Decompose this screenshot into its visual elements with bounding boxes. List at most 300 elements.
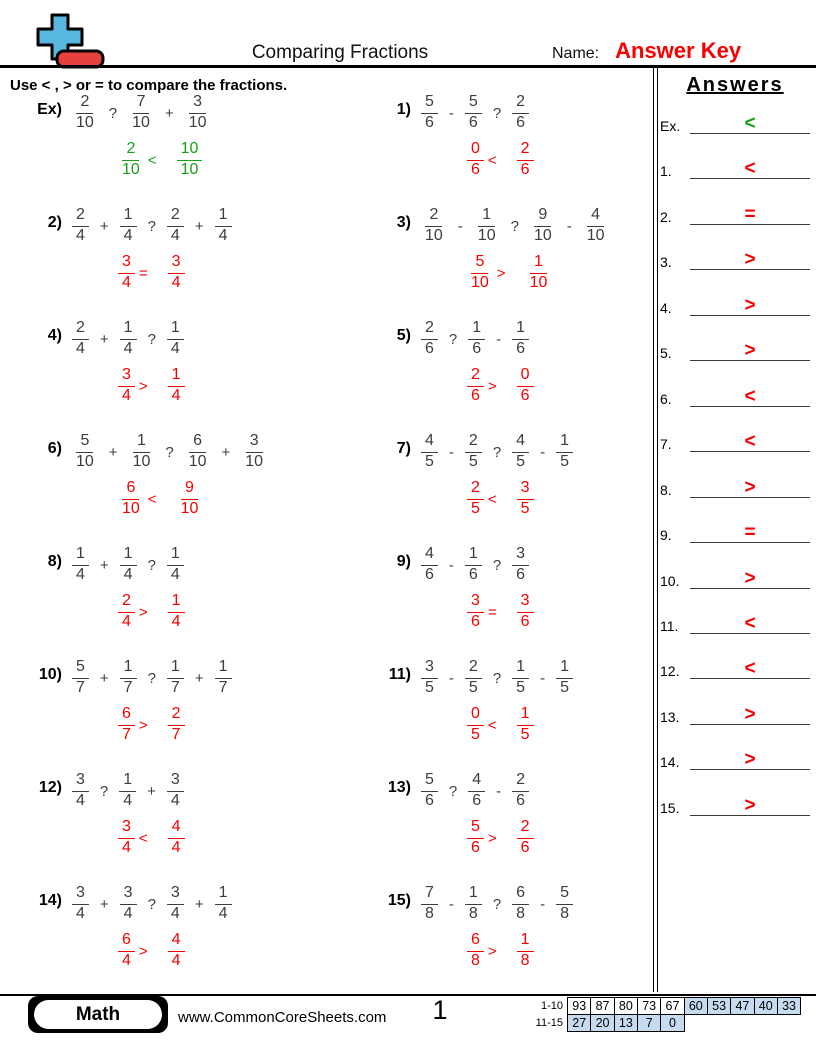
fraction-denominator: 5 [425,679,434,696]
fraction [168,705,185,745]
fraction-denominator: 4 [76,792,85,809]
fraction-denominator: 6 [425,792,434,809]
fraction-denominator: 10 [425,227,443,244]
fraction [467,140,484,180]
comparison-symbol: < [138,829,148,847]
problem-cell [361,768,650,881]
fraction-denominator: 6 [520,161,530,178]
answer-blank-line [690,237,810,270]
score-cell: 47 [730,997,755,1015]
answer-blank-line [690,146,810,179]
fraction [421,319,438,359]
fraction-numerator: 1 [120,319,137,340]
fraction-denominator: 5 [468,679,478,696]
fraction [118,592,135,632]
score-cell: 87 [590,997,615,1015]
problem-body [72,203,232,295]
fraction-numerator: 1 [168,366,185,387]
problem-number: 7) [396,440,411,457]
problem-answer [467,703,573,747]
fraction-numerator: 3 [246,432,263,453]
fraction-numerator: 2 [76,93,93,114]
problem-question [72,881,232,927]
answer-symbol: < [744,158,756,180]
fraction-numerator: 1 [556,658,573,679]
fraction [526,253,552,293]
fraction [118,140,144,180]
fraction [185,432,211,472]
fraction-numerator: 2 [517,818,534,839]
fraction [118,705,135,745]
name-row [552,38,741,64]
problem-number: 12) [38,779,62,796]
fraction [517,479,534,519]
fraction-numerator: 5 [465,93,482,114]
fraction-numerator: 3 [168,253,185,274]
fraction-denominator: 6 [472,792,482,809]
fraction-numerator: 1 [478,206,495,227]
fraction [215,658,232,698]
problem [26,90,361,182]
problem-row [0,655,650,768]
fraction-denominator: 10 [529,274,548,291]
fraction-denominator: 5 [560,679,569,696]
fraction-denominator: 6 [425,114,434,131]
fraction-denominator: 10 [245,453,264,470]
answer-number: 12. [660,663,680,680]
problem-answer [118,364,185,408]
operator: - [496,782,502,800]
fraction [467,366,484,406]
problem-body [421,90,534,182]
instruction-text: Use < , > or = to compare the fractions. [10,77,288,94]
fraction [215,884,232,924]
fraction-numerator: 1 [133,432,150,453]
fraction-denominator: 6 [471,387,480,404]
problem-answer [118,929,232,973]
fraction-numerator: 2 [467,366,484,387]
fraction [167,545,184,585]
fraction-numerator: 1 [215,884,232,905]
fraction-denominator: 7 [123,679,133,696]
fraction-numerator: 6 [467,931,484,952]
fraction-denominator: 8 [560,905,569,922]
fraction [556,432,573,472]
fraction-numerator: 3 [421,658,438,679]
fraction-numerator: 4 [468,771,485,792]
fraction-denominator: 5 [471,500,480,517]
fraction-denominator: 7 [170,679,180,696]
fraction-numerator: 6 [512,884,529,905]
fraction [467,253,493,293]
fraction-numerator: 1 [556,432,573,453]
answer-row [660,329,810,361]
answer-symbol: > [744,749,756,771]
fraction [556,884,573,924]
problem [26,429,361,521]
score-cell: 60 [684,997,709,1015]
fraction-denominator: 4 [122,613,131,630]
fraction-denominator: 6 [472,340,482,357]
fraction-denominator: 4 [218,227,228,244]
operator: + [147,782,156,800]
fraction [241,432,267,472]
answer-row [660,193,810,225]
answer-number: 10. [660,572,680,589]
fraction-numerator: 2 [167,206,184,227]
page-number: 1 [432,995,448,1025]
answer-symbol: < [744,658,756,680]
problem-number: 3) [396,214,411,231]
operator: - [448,443,454,461]
answer-number: 8. [660,481,672,498]
fraction [421,545,438,585]
answer-row [660,784,810,816]
fraction-numerator: 5 [471,253,488,274]
answer-row [660,102,810,134]
problem [26,881,361,973]
fraction-denominator: 8 [471,952,480,969]
operator: - [540,895,546,913]
fraction-denominator: 4 [170,905,180,922]
fraction-numerator: 7 [421,884,438,905]
fraction-denominator: 10 [180,161,199,178]
fraction [465,432,482,472]
fraction [512,432,529,472]
answer-symbol: = [744,203,756,225]
score-cell: 7 [637,1014,662,1032]
fraction-numerator: 3 [189,93,206,114]
comparison-symbol: > [138,603,148,621]
problem [375,90,650,182]
fraction-numerator: 2 [72,319,89,340]
score-cell: 40 [754,997,779,1015]
problem [26,655,361,747]
problem-body [421,429,573,521]
fraction-numerator: 3 [517,592,534,613]
answer-number: 13. [660,708,680,725]
fraction-denominator: 4 [123,905,133,922]
fraction-numerator: 2 [465,658,482,679]
score-range-label: 11-15 [535,1016,563,1029]
fraction [421,93,438,133]
answer-symbol: < [744,113,756,134]
problem-body [72,881,232,973]
fraction-numerator: 2 [512,93,529,114]
fraction-numerator: 2 [512,771,529,792]
fraction-denominator: 10 [132,114,150,131]
fraction [467,818,484,858]
problem-question [72,316,185,362]
fraction [72,884,89,924]
operator: + [99,669,109,687]
fraction-numerator: 2 [122,140,139,161]
problem [26,203,361,295]
fraction-numerator: 2 [72,206,89,227]
fraction-denominator: 6 [468,114,478,131]
problem-body [72,655,232,747]
fraction-denominator: 4 [171,613,181,630]
operator: - [496,330,502,348]
problem-question [421,429,573,475]
operator: - [448,669,454,687]
problem-answer [118,138,211,182]
comparison-symbol: = [138,264,148,282]
fraction [421,884,438,924]
score-range-label: 1-10 [540,1000,563,1012]
answer-row [660,511,810,543]
fraction-denominator: 5 [516,453,526,470]
operator: + [99,895,109,913]
fraction [167,658,184,698]
comparison-symbol: < [487,151,497,169]
fraction-numerator: 1 [120,658,137,679]
fraction [120,658,137,698]
fraction-numerator: 1 [517,705,534,726]
problem-question [72,542,185,588]
fraction [467,592,484,632]
fraction-denominator: 4 [76,340,85,357]
fraction-numerator: 2 [425,206,442,227]
fraction-denominator: 4 [123,792,133,809]
answer-blank-line [690,192,810,225]
fraction-denominator: 4 [218,905,228,922]
fraction-denominator: 6 [520,387,530,404]
score-row [517,1014,801,1032]
fraction-numerator: 1 [168,592,185,613]
operator: + [194,895,204,913]
problem-answer [118,477,267,521]
fraction-numerator: 3 [120,884,137,905]
answer-row [660,738,810,770]
problem-body [421,655,573,747]
problem-number: 10) [38,666,62,683]
answer-blank-line [690,101,810,134]
problem-number: 2) [47,214,62,231]
answer-blank-line [690,737,810,770]
operator: ? [108,104,118,122]
fraction [129,432,155,472]
fraction [421,771,438,811]
score-cell: 0 [660,1014,685,1032]
answer-blank-line [690,328,810,361]
score-table [517,997,801,1032]
answer-blank-line [690,374,810,407]
answer-row [660,693,810,725]
fraction-denominator: 4 [170,566,180,583]
score-cell: 13 [614,1014,639,1032]
answer-symbol: > [744,794,756,816]
problems-grid [0,90,650,994]
score-cell: 33 [777,997,802,1015]
fraction-numerator: 2 [465,432,482,453]
fraction-numerator: 5 [76,432,93,453]
answer-symbol: > [744,476,756,498]
fraction-denominator: 10 [180,500,199,517]
problem-number: 6) [47,440,62,457]
fraction [512,771,529,811]
fraction-denominator: 6 [471,613,480,630]
problem-answer [467,251,609,295]
fraction-numerator: 2 [517,140,534,161]
fraction [120,319,137,359]
problem-number: 9) [396,553,411,570]
operator: - [540,443,546,461]
fraction [474,206,500,246]
fraction [167,771,184,811]
answer-row [660,466,810,498]
score-cell: 27 [567,1014,592,1032]
answer-number: 15. [660,799,680,816]
fraction [177,479,203,519]
problem-answer [118,816,185,860]
fraction [118,479,144,519]
fraction-numerator: 1 [465,545,482,566]
problem-body [421,316,534,408]
problem-cell [0,655,361,768]
problem-question [421,316,534,362]
fraction [72,319,89,359]
fraction [168,592,185,632]
problem-answer [118,251,232,295]
fraction-denominator: 5 [468,453,478,470]
answer-blank-line [690,283,810,316]
fraction-numerator: 6 [189,432,206,453]
answer-number: 9. [660,527,672,544]
fraction [421,658,438,698]
fraction [465,545,482,585]
operator: ? [147,669,156,687]
fraction [167,206,184,246]
problem-question [72,429,267,475]
fraction-numerator: 3 [72,771,89,792]
fraction [517,818,534,858]
problem-answer [118,703,232,747]
problem-cell [361,655,650,768]
problem-number: 14) [38,892,62,909]
fraction [517,705,534,745]
problem-number: Ex) [37,101,62,118]
problem-body [72,542,185,634]
fraction-numerator: 1 [468,319,485,340]
answer-number: 2. [660,208,672,225]
fraction-denominator: 5 [516,679,526,696]
fraction [118,366,135,406]
fraction-numerator: 3 [167,771,184,792]
operator: - [448,104,454,122]
fraction-denominator: 4 [170,340,180,357]
operator: - [540,669,546,687]
fraction-denominator: 5 [520,726,530,743]
fraction-numerator: 1 [517,931,534,952]
fraction-denominator: 6 [516,114,526,131]
answer-number: 14. [660,754,680,771]
fraction-denominator: 10 [533,227,552,244]
score-cell: 73 [637,997,662,1015]
fraction [465,658,482,698]
problem-cell [361,90,650,203]
problem [375,429,650,521]
fraction-numerator: 5 [467,818,484,839]
fraction-numerator: 9 [181,479,198,500]
fraction-numerator: 1 [120,545,137,566]
fraction-denominator: 5 [471,726,480,743]
fraction [421,206,447,246]
problem-cell [361,429,650,542]
fraction-numerator: 1 [530,253,547,274]
answer-symbol: > [744,294,756,316]
fraction-denominator: 6 [425,566,434,583]
fraction-denominator: 4 [76,905,85,922]
fraction-denominator: 6 [425,340,434,357]
fraction [167,319,184,359]
problem-cell [0,429,361,542]
fraction [119,771,136,811]
fraction [512,93,529,133]
problem-question [421,542,534,588]
fraction [517,931,534,971]
operator: ? [147,330,156,348]
operator: + [108,443,118,461]
comparison-symbol: > [487,377,497,395]
operator: ? [492,556,502,574]
fraction-denominator: 7 [122,726,131,743]
fraction [583,206,609,246]
fraction-denominator: 4 [76,227,85,244]
fraction-denominator: 10 [188,453,207,470]
fraction-numerator: 0 [467,705,484,726]
problem-question [72,655,232,701]
fraction-numerator: 5 [421,771,438,792]
fraction [168,253,185,293]
fraction-numerator: 5 [421,93,438,114]
problem-cell [0,90,361,203]
fraction-denominator: 4 [171,387,181,404]
name-value-answer-key: Answer Key [615,38,742,63]
fraction [467,931,484,971]
fraction-numerator: 6 [118,931,135,952]
operator: ? [492,104,502,122]
fraction [177,140,203,180]
fraction [215,206,232,246]
fraction-denominator: 10 [76,114,94,131]
answers-column-separator [653,68,658,992]
problem-row [0,881,650,994]
name-label: Name: [552,45,600,62]
fraction [72,545,89,585]
answer-blank-line [690,692,810,725]
problem [375,881,650,973]
problem-answer [467,477,573,521]
fraction-denominator: 8 [425,905,434,922]
fraction [468,771,485,811]
fraction-denominator: 6 [468,566,478,583]
problem [375,316,650,408]
fraction-denominator: 4 [122,387,131,404]
operator: ? [147,895,156,913]
fraction-denominator: 6 [471,161,480,178]
problem-number: 11) [388,666,411,683]
problem-question [421,881,573,927]
comparison-symbol: > [496,264,506,282]
fraction [556,658,573,698]
fraction-denominator: 6 [471,839,480,856]
fraction-denominator: 4 [123,227,133,244]
comparison-symbol: > [138,377,148,395]
problem-cell [0,768,361,881]
operator: + [194,669,204,687]
operator: ? [492,895,502,913]
